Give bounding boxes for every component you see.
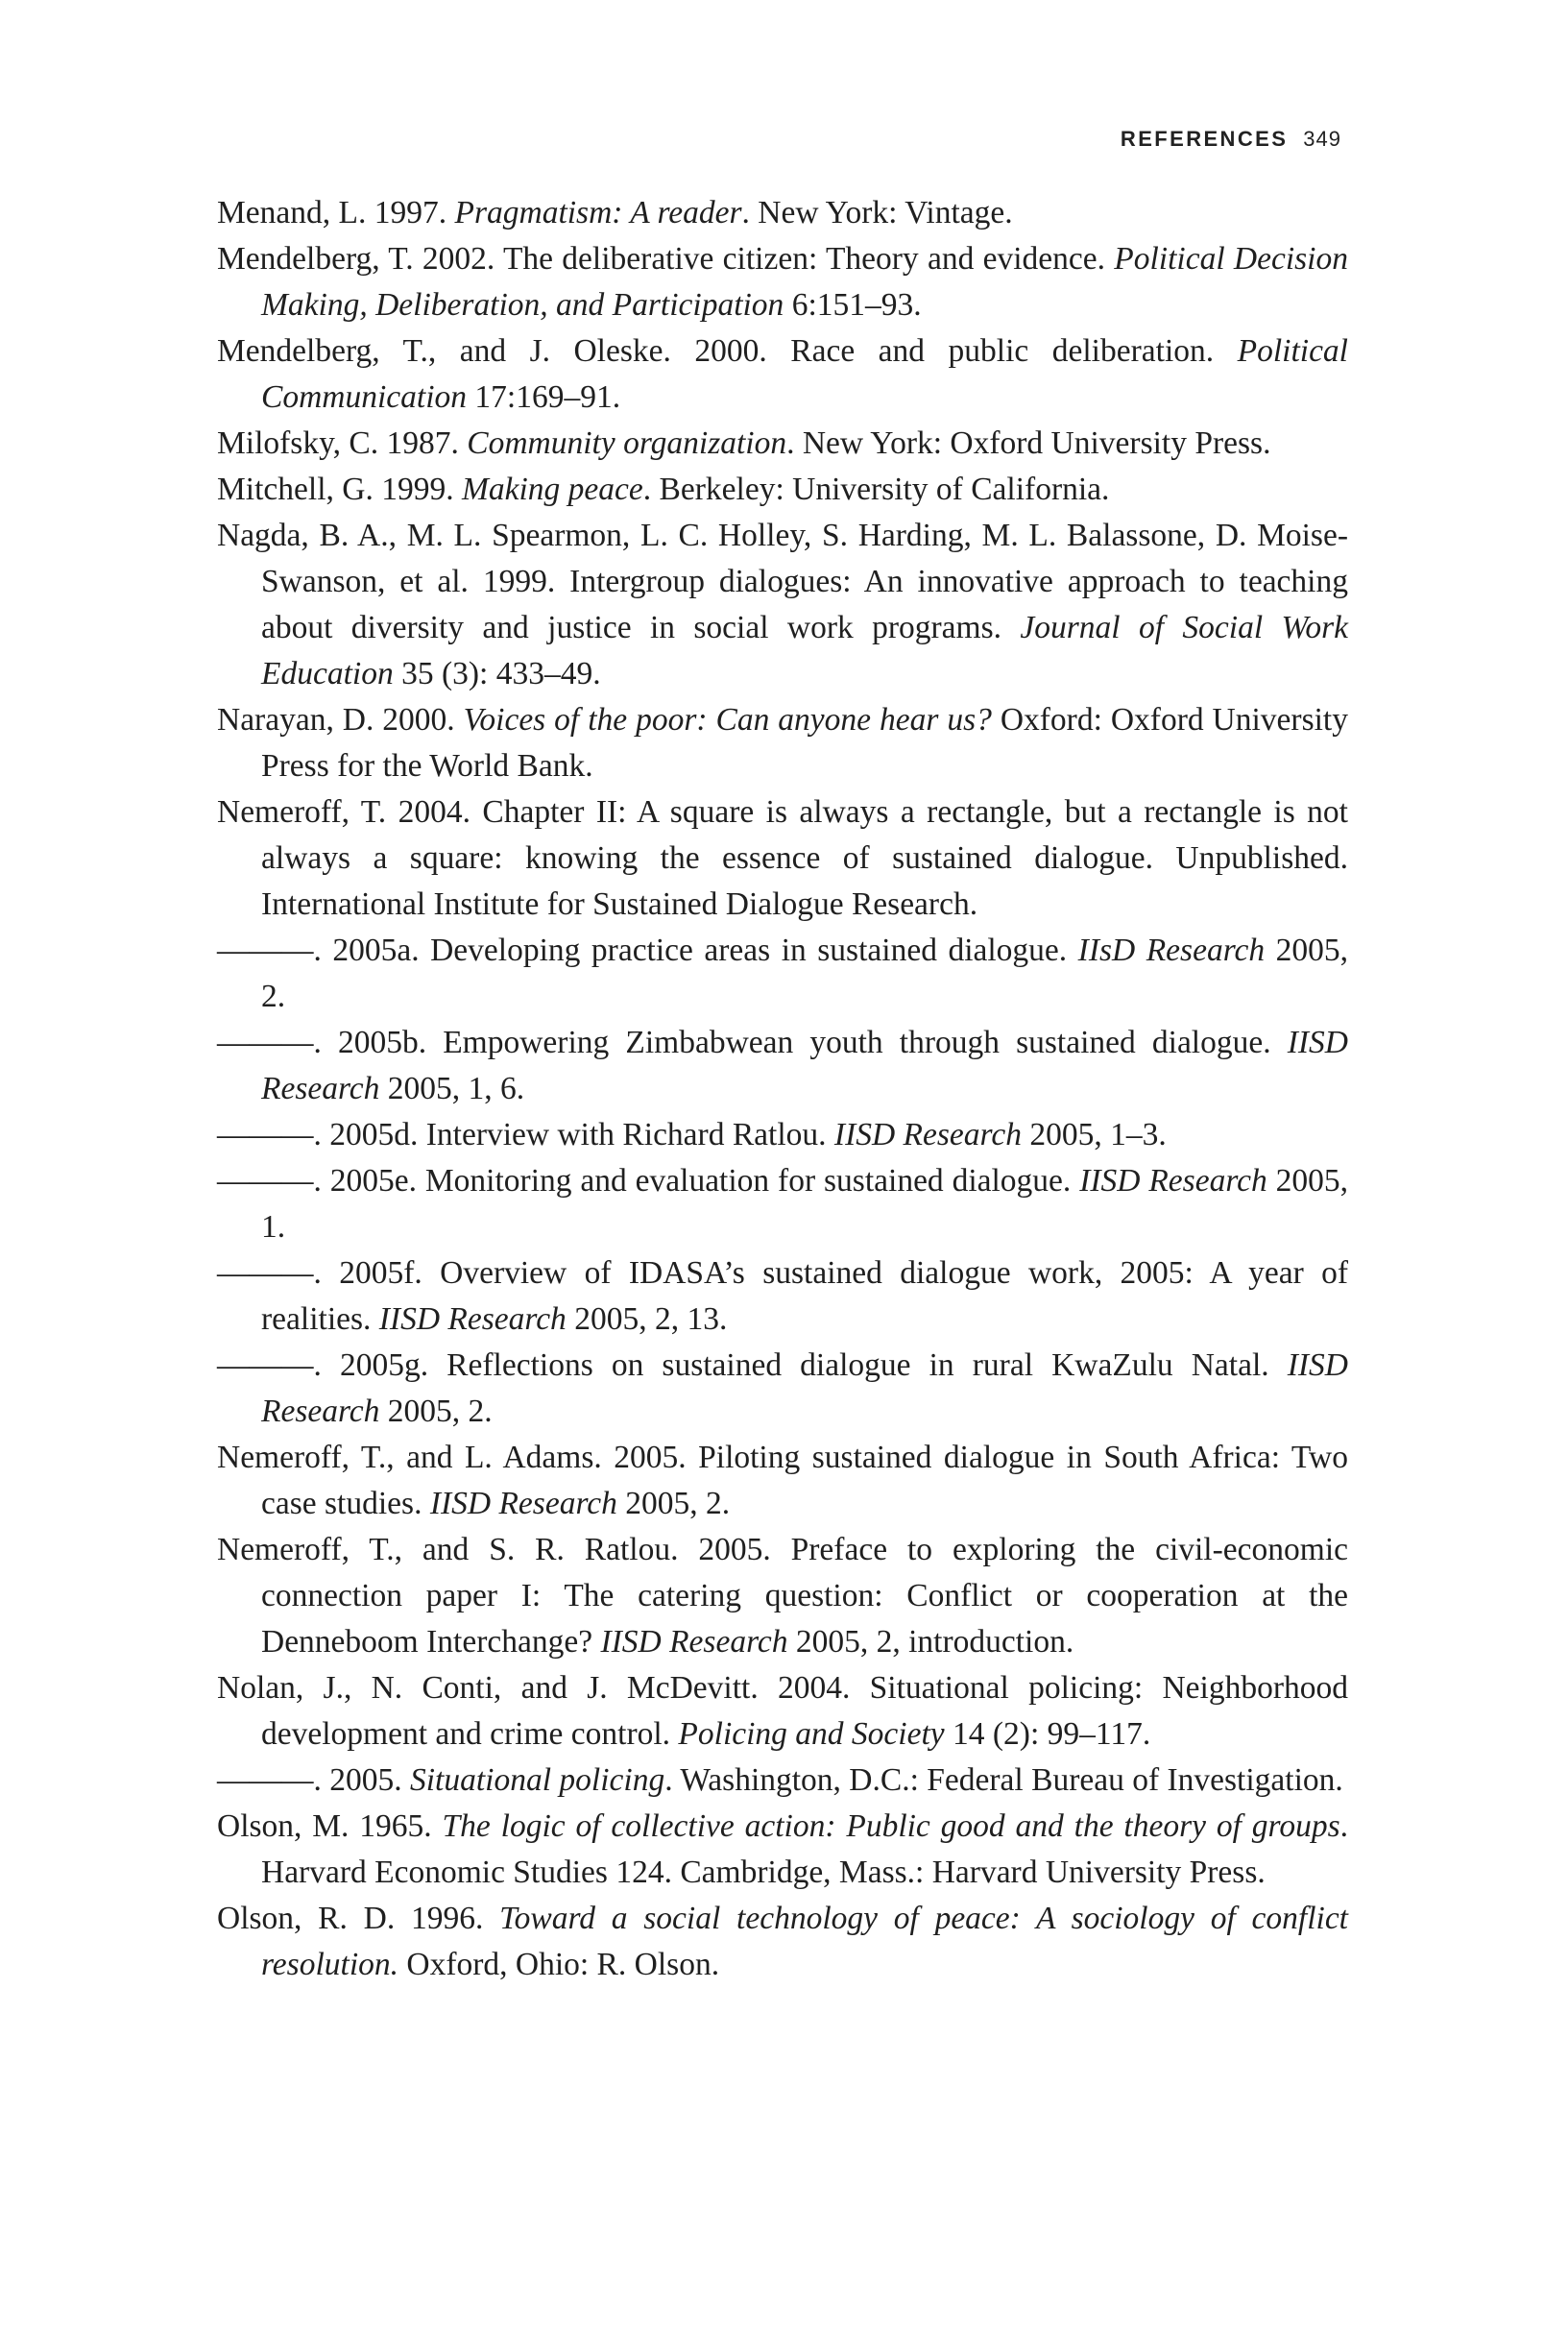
reference-entry: Olson, M. 1965. The logic of collective action: Public good and the theory of groups. Harvard Economic Studies 124. Cambridge, Mass.: Harvard University Press. [217, 1808, 1348, 1890]
section-title: REFERENCES [1120, 127, 1289, 151]
reference-entry: ———. 2005f. Overview of IDASA’s sustained dialogue work, 2005: A year of realities. IISD Research 2005, 2, 13. [217, 1255, 1348, 1337]
page-number: 349 [1303, 127, 1341, 151]
reference-entry: Mendelberg, T., and J. Oleske. 2000. Race and public deliberation. Political Communication 17:169–91. [217, 333, 1348, 415]
reference-entry: Mendelberg, T. 2002. The deliberative citizen: Theory and evidence. Political Decision Making, Deliberation, and Participation 6:151–93. [217, 241, 1348, 323]
reference-entry: Milofsky, C. 1987. Community organization. New York: Oxford University Press. [217, 425, 1271, 461]
reference-entry: Nemeroff, T. 2004. Chapter II: A square is always a rectangle, but a rectangle is not always a square: knowing the essence of sustained dialogue. Unpublished. International Institute for Sustained Dialogue Research. [217, 794, 1348, 922]
reference-entry: Narayan, D. 2000. Voices of the poor: Can anyone hear us? Oxford: Oxford University Press for the World Bank. [217, 702, 1348, 784]
reference-entry: ———. 2005g. Reflections on sustained dialogue in rural KwaZulu Natal. IISD Research 2005, 2. [217, 1347, 1348, 1429]
reference-entry: ———. 2005b. Empowering Zimbabwean youth through sustained dialogue. IISD Research 2005, 1, 6. [217, 1025, 1348, 1106]
reference-list [217, 190, 1348, 1988]
reference-entry: Nemeroff, T., and S. R. Ratlou. 2005. Preface to exploring the civil-economic connection paper I: The catering question: Conflict or cooperation at the Denneboom Interchange? IISD Research 2005, 2, introduction. [217, 1532, 1348, 1660]
reference-entry: Nagda, B. A., M. L. Spearmon, L. C. Holley, S. Harding, M. L. Balassone, D. Moise-Swanson, et al. 1999. Intergroup dialogues: An innovative approach to teaching about diversity and justice in social work programs. Journal of Social Work Education 35 (3): 433–49. [217, 518, 1348, 691]
reference-entry: Mitchell, G. 1999. Making peace. Berkeley: University of California. [217, 472, 1110, 507]
reference-entry: Nemeroff, T., and L. Adams. 2005. Piloting sustained dialogue in South Africa: Two case studies. IISD Research 2005, 2. [217, 1440, 1348, 1521]
reference-entry: Nolan, J., N. Conti, and J. McDevitt. 2004. Situational policing: Neighborhood development and crime control. Policing and Society 14 (2): 99–117. [217, 1670, 1348, 1752]
reference-entry: Olson, R. D. 1996. Toward a social technology of peace: A sociology of conflict resolution. Oxford, Ohio: R. Olson. [217, 1901, 1348, 1982]
reference-entry: ———. 2005. Situational policing. Washington, D.C.: Federal Bureau of Investigation. [217, 1762, 1343, 1798]
reference-entry: ———. 2005a. Developing practice areas in sustained dialogue. IIsD Research 2005, 2. [217, 933, 1348, 1014]
reference-entry: ———. 2005d. Interview with Richard Ratlou. IISD Research 2005, 1–3. [217, 1117, 1167, 1152]
reference-entry: ———. 2005e. Monitoring and evaluation for sustained dialogue. IISD Research 2005, 1. [217, 1163, 1348, 1245]
running-head [1121, 127, 1341, 152]
reference-entry: Menand, L. 1997. Pragmatism: A reader. New York: Vintage. [217, 195, 1013, 230]
